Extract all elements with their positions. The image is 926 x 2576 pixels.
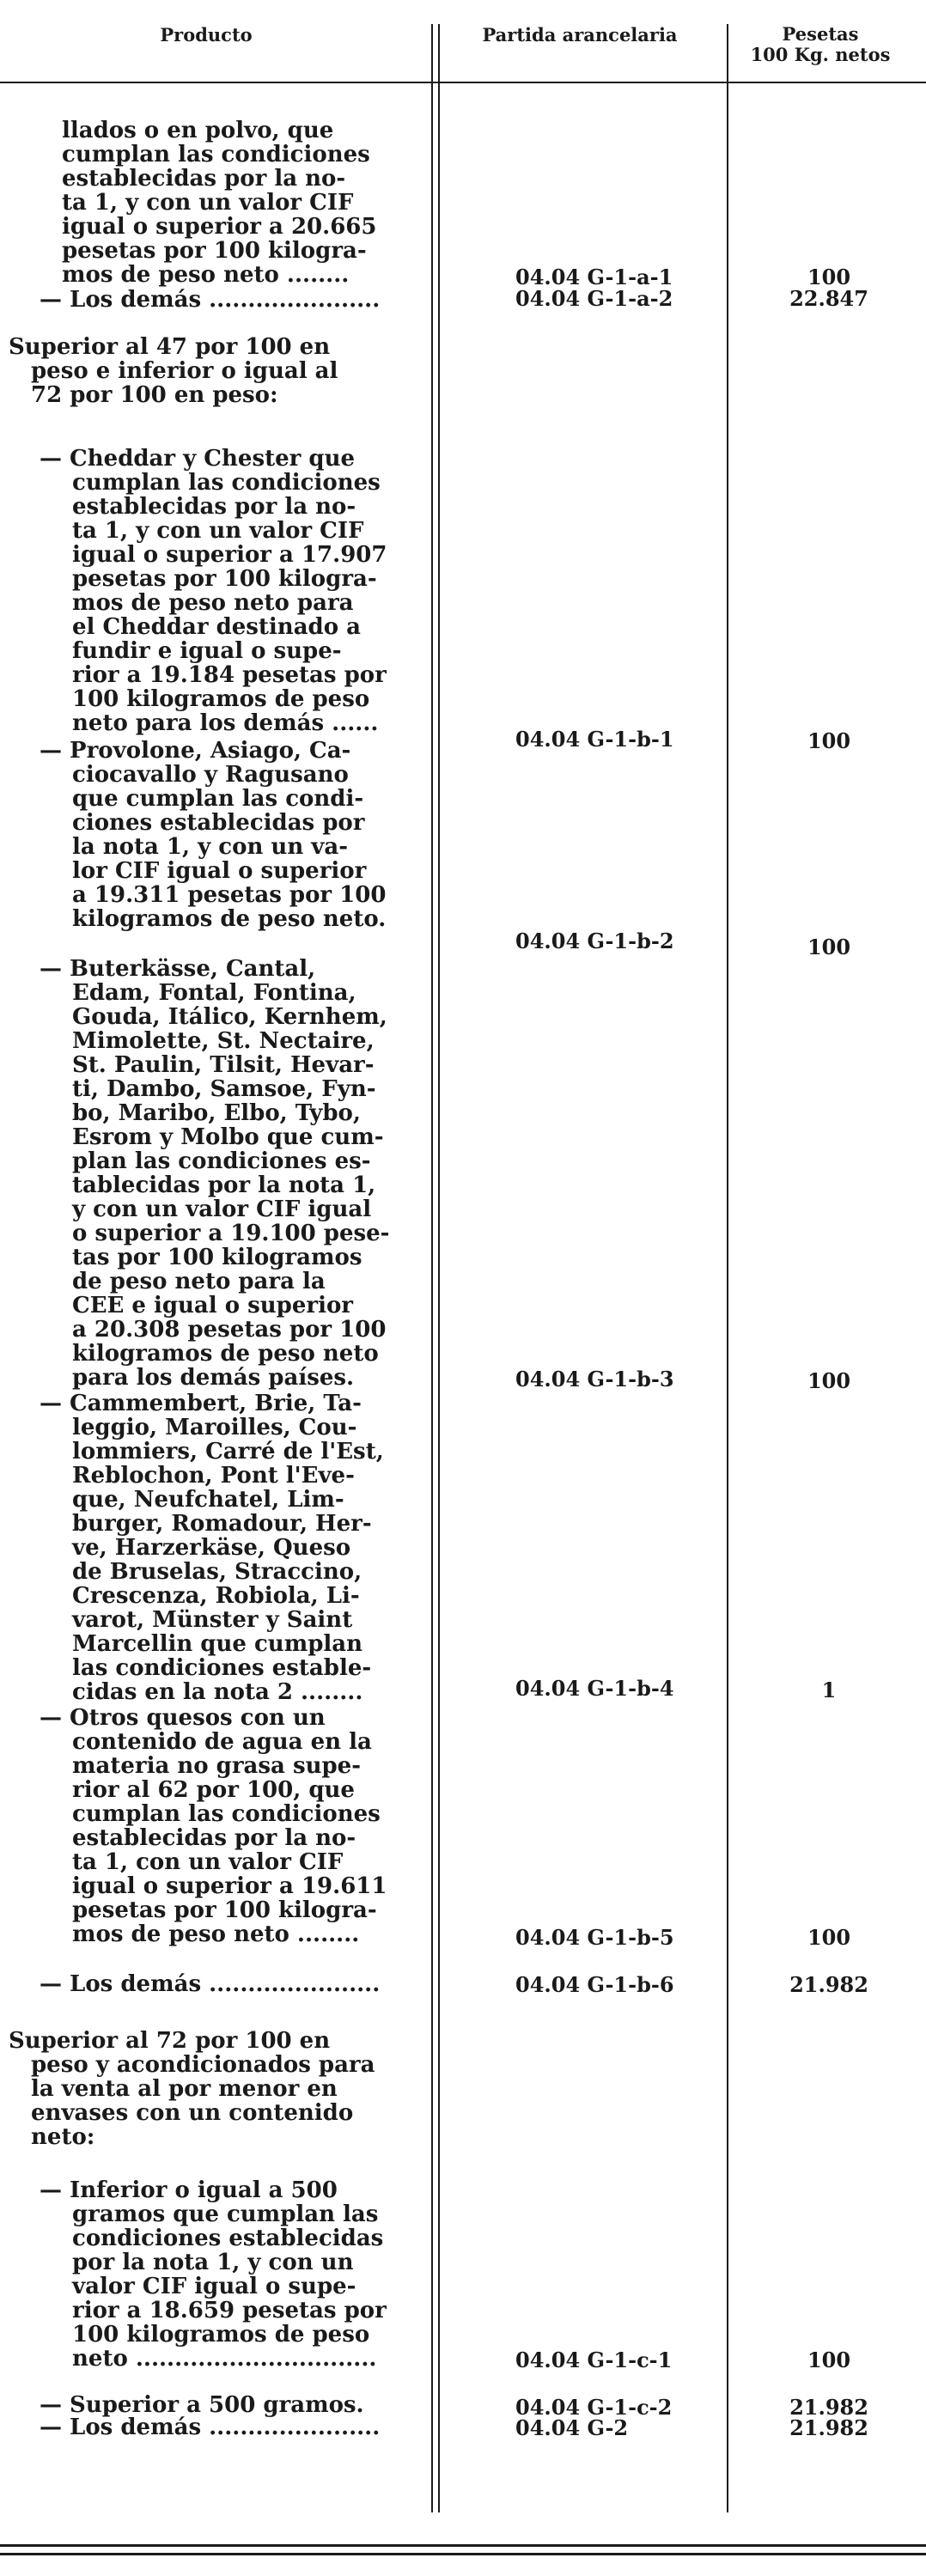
- row-g1a2-value: 22.847: [789, 286, 868, 311]
- footer-rule-upper: [0, 2544, 926, 2547]
- text-line: llados o en polvo, que: [62, 119, 334, 143]
- text-line: peso e inferior o igual al: [31, 359, 338, 383]
- text-line: rior a 19.184 pesetas por: [72, 663, 387, 687]
- row-g2-value: 21.982: [789, 2415, 868, 2440]
- text-line: envases con un contenido: [31, 2101, 354, 2125]
- text-line: ta 1, y con un valor CIF: [72, 519, 364, 543]
- row-g1b4-description: [40, 1392, 460, 1704]
- text-line: 72 por 100 en peso:: [31, 383, 278, 407]
- row-g1b5-description: [40, 1706, 460, 1946]
- row-g1a2-code: 04.04 G-1-a-2: [515, 286, 673, 311]
- text-line: de Bruselas, Straccino,: [72, 1560, 362, 1584]
- text-line: — Cheddar y Chester que: [40, 447, 356, 471]
- text-line: mos de peso neto para: [72, 591, 354, 615]
- text-line: de peso neto para la: [72, 1270, 326, 1294]
- text-line: Marcellin que cumplan: [72, 1632, 363, 1656]
- row-g1c1-value: 100: [807, 2348, 851, 2372]
- text-line: neto para los demás ......: [72, 711, 379, 735]
- text-line: cumplan las condiciones: [62, 143, 370, 167]
- text-line: cumplan las condiciones: [72, 1802, 381, 1826]
- text-line: ciones establecidas por: [72, 811, 365, 835]
- column-header-pesetas-line2: 100 Kg. netos: [750, 44, 891, 65]
- text-line: establecidas por la no-: [62, 167, 346, 191]
- column-header-producto: Producto: [160, 24, 253, 46]
- text-line: 100 kilogramos de peso: [72, 2323, 370, 2347]
- text-line: establecidas por la no-: [72, 495, 356, 519]
- text-line: — Superior a 500 gramos.: [40, 2393, 364, 2417]
- row-g1c2-value: 21.982: [789, 2395, 868, 2420]
- text-line: que, Neufchatel, Lim-: [72, 1488, 344, 1512]
- column-header-partida: Partida arancelaria: [482, 24, 678, 46]
- row-g1b6-code: 04.04 G-1-b-6: [515, 1972, 674, 1997]
- text-line: — Provolone, Asiago, Ca-: [40, 739, 351, 763]
- text-line: la nota 1, y con un va-: [72, 835, 349, 859]
- text-line: Superior al 47 por 100 en: [9, 335, 331, 359]
- text-line: condiciones establecidas: [72, 2226, 384, 2250]
- text-line: lommiers, Carré de l'Est,: [72, 1440, 384, 1464]
- text-line: por la nota 1, y con un: [72, 2250, 354, 2275]
- row-g2-code: 04.04 G-2: [515, 2415, 629, 2440]
- text-line: igual o superior a 19.611: [72, 1874, 387, 1898]
- text-line: Mimolette, St. Nectaire,: [72, 1029, 375, 1053]
- text-line: la venta al por menor en: [31, 2077, 338, 2101]
- text-line: Superior al 72 por 100 en: [9, 2029, 331, 2053]
- text-line: rior a 18.659 pesetas por: [72, 2299, 387, 2323]
- row-g1c1-description: [40, 2178, 460, 2371]
- row-g1b1-code: 04.04 G-1-b-1: [515, 727, 674, 752]
- text-line: Reblochon, Pont l'Eve-: [72, 1464, 355, 1488]
- text-line: materia no grasa supe-: [72, 1754, 361, 1778]
- column-rule-right: [727, 24, 728, 2512]
- text-line: ve, Harzerkäse, Queso: [72, 1536, 351, 1560]
- row-g1a2-description: [40, 288, 460, 312]
- footer-rule-lower: [0, 2553, 926, 2555]
- text-line: pesetas por 100 kilogra-: [72, 1898, 377, 1922]
- text-line: — Inferior o igual a 500: [40, 2178, 338, 2202]
- row-g1a1-description: [62, 119, 483, 287]
- section-superior-72-heading: [9, 2029, 429, 2149]
- text-line: — Otros quesos con un: [40, 1706, 326, 1730]
- row-g1b6-value: 21.982: [789, 1972, 868, 1997]
- text-line: fundir e igual o supe-: [72, 639, 342, 663]
- text-line: ti, Dambo, Samsoe, Fyn-: [72, 1077, 376, 1101]
- text-line: ta 1, y con un valor CIF: [62, 191, 354, 215]
- row-g1c2-description: [40, 2393, 460, 2417]
- text-line: Gouda, Itálico, Kernhem,: [72, 1005, 387, 1029]
- row-g1a1-code: 04.04 G-1-a-1: [515, 265, 673, 289]
- row-g1b3-description: [40, 957, 460, 1390]
- row-g1b3-code: 04.04 G-1-b-3: [515, 1367, 674, 1392]
- column-header-pesetas: [717, 24, 923, 65]
- text-line: kilogramos de peso neto.: [72, 907, 387, 931]
- text-line: bo, Maribo, Elbo, Tybo,: [72, 1101, 361, 1125]
- text-line: a 19.311 pesetas por 100: [72, 883, 387, 907]
- row-g1b4-code: 04.04 G-1-b-4: [515, 1676, 674, 1701]
- row-g1b5-code: 04.04 G-1-b-5: [515, 1925, 674, 1950]
- column-header-pesetas-line1: Pesetas: [782, 23, 859, 45]
- text-line: 100 kilogramos de peso: [72, 687, 370, 711]
- row-g1a1-value: 100: [807, 265, 851, 289]
- header-rule: [0, 82, 926, 83]
- text-line: que cumplan las condi-: [72, 787, 364, 811]
- text-line: el Cheddar destinado a: [72, 615, 361, 639]
- text-line: burger, Romadour, Her-: [72, 1512, 372, 1536]
- text-line: valor CIF igual o supe-: [72, 2275, 356, 2299]
- text-line: rior al 62 por 100, que: [72, 1778, 355, 1802]
- row-g1c1-code: 04.04 G-1-c-1: [515, 2348, 673, 2372]
- text-line: Crescenza, Robiola, Li-: [72, 1584, 360, 1608]
- text-line: peso y acondicionados para: [31, 2053, 375, 2077]
- text-line: plan las condiciones es-: [72, 1149, 371, 1173]
- row-g2-description: [40, 2415, 460, 2439]
- text-line: a 20.308 pesetas por 100: [72, 1318, 387, 1342]
- text-line: establecidas por la no-: [72, 1826, 356, 1850]
- text-line: cumplan las condiciones: [72, 471, 381, 495]
- row-g1b1-description: [40, 447, 460, 735]
- row-g1b6-description: [40, 1972, 460, 1996]
- text-line: igual o superior a 17.907: [72, 543, 387, 567]
- text-line: kilogramos de peso neto: [72, 1342, 379, 1366]
- row-g1b1-value: 100: [807, 728, 851, 753]
- text-line: neto:: [31, 2125, 95, 2149]
- text-line: igual o superior a 20.665: [62, 215, 377, 239]
- text-line: Edam, Fontal, Fontina,: [72, 981, 356, 1005]
- row-g1b3-value: 100: [807, 1368, 851, 1393]
- text-line: las condiciones estable-: [72, 1656, 372, 1680]
- text-line: gramos que cumplan las: [72, 2202, 379, 2226]
- text-line: — Buterkässe, Cantal,: [40, 957, 316, 981]
- text-line: — Cammembert, Brie, Ta-: [40, 1392, 362, 1416]
- text-line: tablecidas por la nota 1,: [72, 1173, 376, 1197]
- row-g1b2-code: 04.04 G-1-b-2: [515, 929, 674, 953]
- row-g1b2-value: 100: [807, 935, 851, 959]
- text-line: — Los demás ......................: [40, 2415, 381, 2439]
- text-line: cidas en la nota 2 ........: [72, 1680, 363, 1704]
- text-line: — Los demás ......................: [40, 288, 381, 312]
- row-g1c2-code: 04.04 G-1-c-2: [515, 2395, 673, 2420]
- row-g1b5-value: 100: [807, 1925, 851, 1950]
- text-line: pesetas por 100 kilogra-: [72, 567, 377, 591]
- text-line: lor CIF igual o superior: [72, 859, 367, 883]
- text-line: tas por 100 kilogramos: [72, 1245, 362, 1270]
- row-g1b2-description: [40, 739, 460, 931]
- text-line: o superior a 19.100 pese-: [72, 1221, 390, 1245]
- text-line: St. Paulin, Tilsit, Hevar-: [72, 1053, 375, 1077]
- row-g1b4-value: 1: [821, 1678, 837, 1702]
- text-line: varot, Münster y Saint: [72, 1608, 353, 1632]
- text-line: ta 1, con un valor CIF: [72, 1850, 344, 1874]
- text-line: CEE e igual o superior: [72, 1294, 353, 1318]
- text-line: neto ...............................: [72, 2347, 377, 2371]
- text-line: contenido de agua en la: [72, 1730, 372, 1754]
- text-line: ciocavallo y Ragusano: [72, 763, 349, 787]
- section-superior-47-heading: [9, 335, 429, 407]
- text-line: mos de peso neto ........: [62, 263, 350, 287]
- text-line: Esrom y Molbo que cum-: [72, 1125, 384, 1149]
- text-line: y con un valor CIF igual: [72, 1197, 372, 1221]
- text-line: leggio, Maroilles, Cou-: [72, 1416, 357, 1440]
- text-line: mos de peso neto ........: [72, 1922, 360, 1946]
- text-line: para los demás países.: [72, 1366, 355, 1390]
- text-line: — Los demás ......................: [40, 1972, 381, 1996]
- text-line: pesetas por 100 kilogra-: [62, 239, 367, 263]
